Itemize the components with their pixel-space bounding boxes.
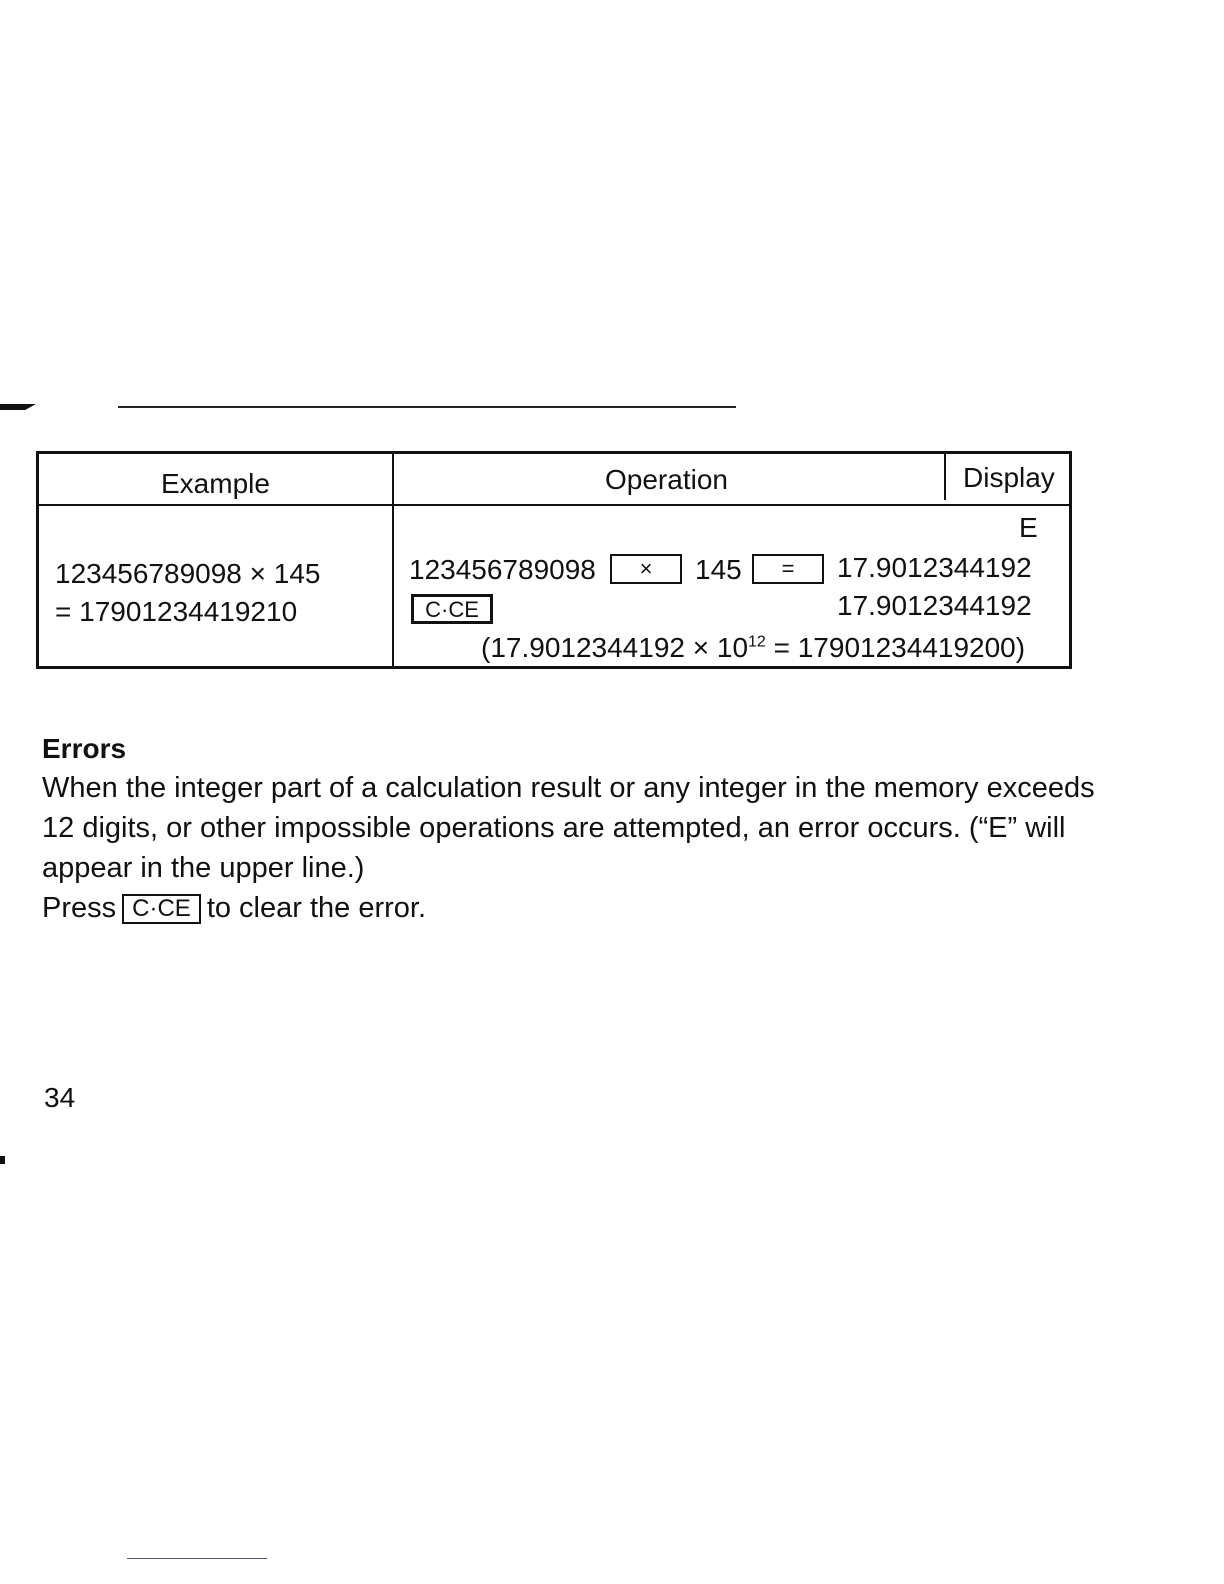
operation-input-1: 123456789098 xyxy=(409,554,596,585)
error-indicator: E xyxy=(1019,512,1038,543)
errors-text-line-3: appear in the upper line.) xyxy=(42,852,365,884)
press-prefix: Press xyxy=(42,892,117,924)
column-divider xyxy=(392,454,394,666)
clear-key: C·CE xyxy=(411,594,493,624)
errors-press-line xyxy=(42,888,1102,928)
errors-text-line-2: 12 digits, or other impossible operations are attempted, an error occurs. (“E” will xyxy=(42,812,1066,844)
bottom-rule xyxy=(127,1558,267,1559)
press-suffix: to clear the error. xyxy=(206,892,427,924)
note-prefix: (17.9012344192 × 10 xyxy=(481,632,749,663)
example-expression: 123456789098 × 145 xyxy=(55,558,321,589)
errors-heading: Errors xyxy=(42,733,127,764)
example-result: = 17901234419210 xyxy=(55,596,298,627)
multiply-key: × xyxy=(610,554,682,584)
section-divider xyxy=(118,406,736,408)
header-example: Example xyxy=(161,468,270,499)
header-display: Display xyxy=(963,462,1055,493)
clear-key-inline: C·CE xyxy=(122,894,201,924)
page-number: 34 xyxy=(44,1082,76,1113)
scan-mark xyxy=(0,404,36,410)
column-divider xyxy=(944,454,946,500)
errors-text-line-1: When the integer part of a calculation result or any integer in the memory exceeds xyxy=(42,772,1095,804)
note-exponent: 12 xyxy=(748,633,766,651)
note-suffix: = 17901234419200) xyxy=(765,632,1026,663)
operation-note xyxy=(481,632,1025,664)
display-value-2: 17.9012344192 xyxy=(837,590,1032,621)
operation-input-2: 145 xyxy=(695,554,742,585)
header-operation: Operation xyxy=(605,464,728,495)
example-table xyxy=(36,451,1072,669)
scan-mark xyxy=(0,1156,5,1164)
header-divider xyxy=(39,504,1069,506)
display-value-1: 17.9012344192 xyxy=(837,552,1032,583)
equals-key: = xyxy=(752,554,824,584)
